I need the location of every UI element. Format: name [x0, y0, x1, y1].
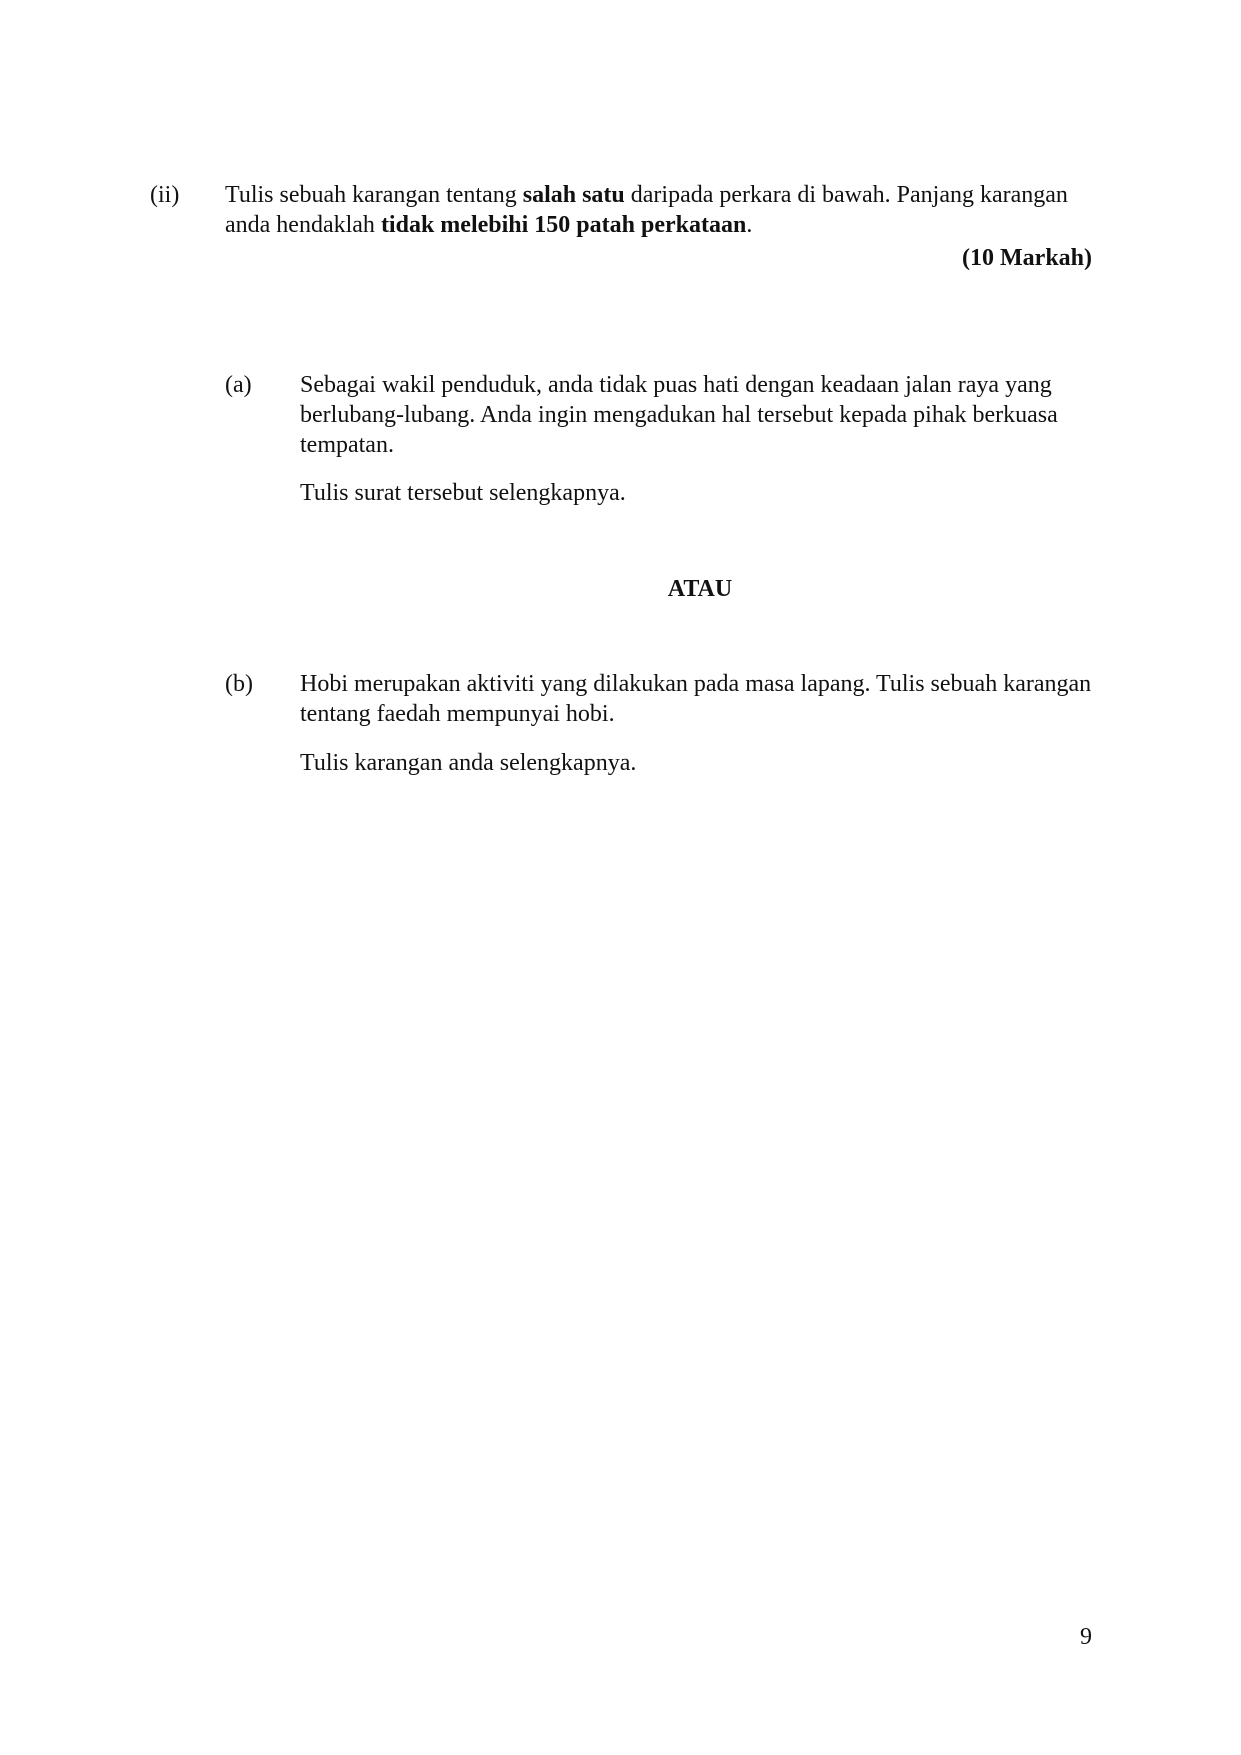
question-instruction-text	[225, 180, 1095, 240]
instruction-segment: .	[746, 212, 753, 238]
word-limit-emphasis: tidak melebihi 150 patah perkataan	[380, 212, 747, 238]
question-number-label: (ii)	[150, 182, 180, 208]
instruction-segment: daripada perkara di bawah. Panjang karangan anda hendaklah	[225, 182, 1068, 238]
option-a-instruction: Tulis surat tersebut selengkapnya.	[300, 480, 626, 506]
option-b-label: (b)	[225, 671, 253, 697]
page-number: 9	[1080, 1624, 1092, 1650]
instruction-segment: Tulis sebuah karangan tentang	[225, 182, 523, 208]
option-a-text: Sebagai wakil penduduk, anda tidak puas hati dengan keadaan jalan raya yang berlubang-lubang. Anda ingin mengadukan hal tersebut kepada pihak berkuasa tempatan.	[300, 372, 1058, 458]
option-a-label: (a)	[225, 372, 252, 398]
option-b-text: Hobi merupakan aktiviti yang dilakukan pada masa lapang. Tulis sebuah karangan tentang faedah mempunyai hobi.	[300, 671, 1092, 727]
marks-label: (10 Markah)	[962, 245, 1092, 271]
or-separator: ATAU	[667, 576, 733, 602]
option-b-instruction: Tulis karangan anda selengkapnya.	[300, 750, 637, 776]
instruction-emphasis: salah satu	[522, 182, 625, 208]
